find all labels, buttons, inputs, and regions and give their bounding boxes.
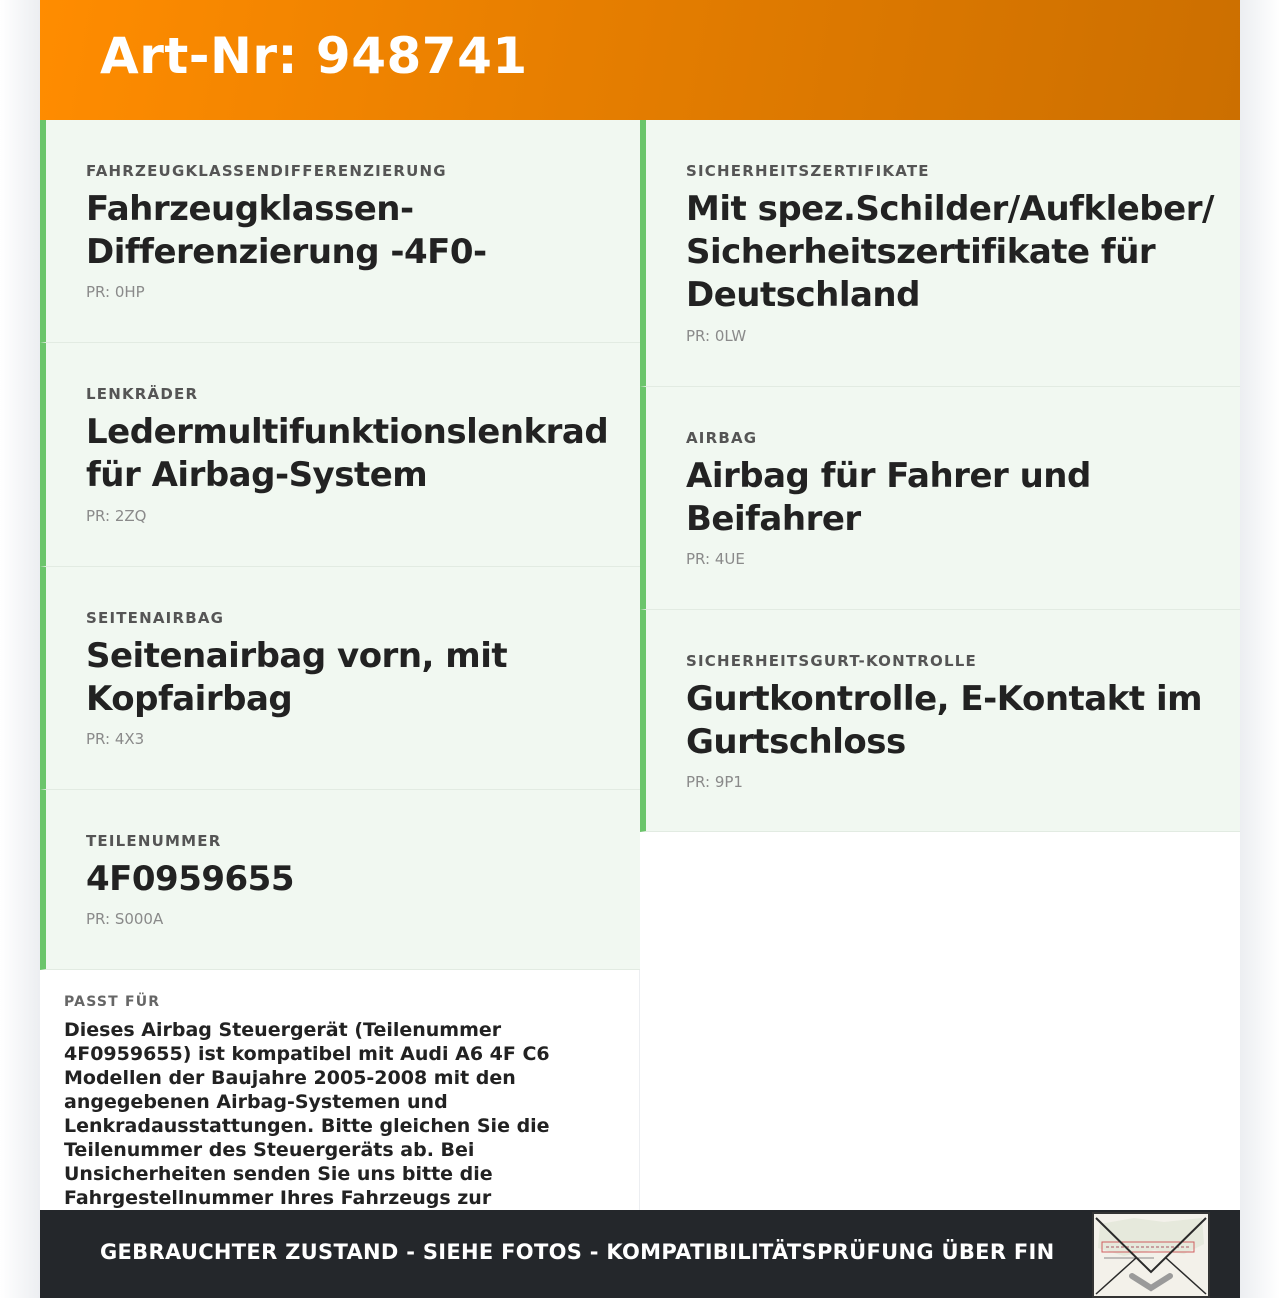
compatibility-text: Dieses Airbag Steuergerät (Teilenummer 4F0959655) ist kompatibel mit Audi A6 4F C6 Modellen der Baujahre 2005-2008 mit den angegebenen Airbag-Systemen und Lenkradausstattungen. Bitte gleichen Sie die Teilenummer des Steuergeräts ab. Bei Unsicherheiten senden Sie uns bitte die Fahrgestellnummer Ihres Fahrzeugs zur bbox=[64, 1019, 550, 1209]
feature-value: Ledermultifunktionslenkrad für Airbag-System bbox=[86, 412, 609, 495]
feature-category: LENKRÄDER bbox=[86, 385, 199, 403]
feature-value: Seitenairbag vorn, mit Kopfairbag bbox=[86, 636, 508, 719]
compatibility-label: PASST FÜR bbox=[64, 994, 161, 1010]
feature-category: AIRBAG bbox=[686, 429, 758, 447]
footer-notice: GEBRAUCHTER ZUSTAND - SIEHE FOTOS - KOMPATIBILITÄTSPRÜFUNG ÜBER FIN bbox=[100, 1240, 1055, 1264]
feature-category: SICHERHEITSGURT-KONTROLLE bbox=[686, 652, 977, 670]
feature-pr-code: PR: 4X3 bbox=[86, 730, 145, 748]
envelope-icon[interactable] bbox=[1092, 1212, 1210, 1298]
feature-pr-code: PR: 9P1 bbox=[686, 773, 743, 791]
feature-card bbox=[640, 610, 1240, 832]
page-margin-left bbox=[0, 0, 40, 1298]
feature-value: Airbag für Fahrer und Beifahrer bbox=[686, 456, 1091, 539]
feature-category: TEILENUMMER bbox=[86, 832, 222, 850]
feature-category: SEITENAIRBAG bbox=[86, 609, 225, 627]
feature-pr-code: PR: 0HP bbox=[86, 283, 145, 301]
feature-card bbox=[640, 387, 1240, 610]
feature-card bbox=[40, 567, 640, 790]
feature-value: Gurtkontrolle, E-Kontakt im Gurtschloss bbox=[686, 679, 1203, 762]
left-column bbox=[40, 120, 640, 970]
feature-pr-code: PR: 4UE bbox=[686, 550, 745, 568]
article-number-title: Art-Nr: 948741 bbox=[100, 27, 528, 85]
footer-bar bbox=[40, 1210, 1240, 1298]
feature-card bbox=[40, 790, 640, 970]
feature-card bbox=[40, 120, 640, 343]
header-bar bbox=[40, 0, 1240, 120]
feature-card bbox=[640, 120, 1240, 387]
compatibility-section bbox=[40, 970, 640, 1210]
feature-card bbox=[40, 343, 640, 567]
product-sheet bbox=[40, 0, 1240, 1298]
feature-pr-code: PR: S000A bbox=[86, 910, 164, 928]
right-column bbox=[640, 120, 1240, 832]
feature-value: Mit spez.Schilder/Aufkleber/ Sicherheitszertifikate für Deutschland bbox=[686, 189, 1214, 315]
feature-value: Fahrzeugklassen-Differenzierung -4F0- bbox=[86, 189, 487, 272]
part-number-value: 4F0959655 bbox=[86, 859, 294, 899]
feature-pr-code: PR: 2ZQ bbox=[86, 507, 147, 525]
feature-category: FAHRZEUGKLASSENDIFFERENZIERUNG bbox=[86, 162, 447, 180]
feature-category: SICHERHEITSZERTIFIKATE bbox=[686, 162, 930, 180]
page-margin-right bbox=[1240, 0, 1280, 1298]
feature-pr-code: PR: 0LW bbox=[686, 327, 747, 345]
